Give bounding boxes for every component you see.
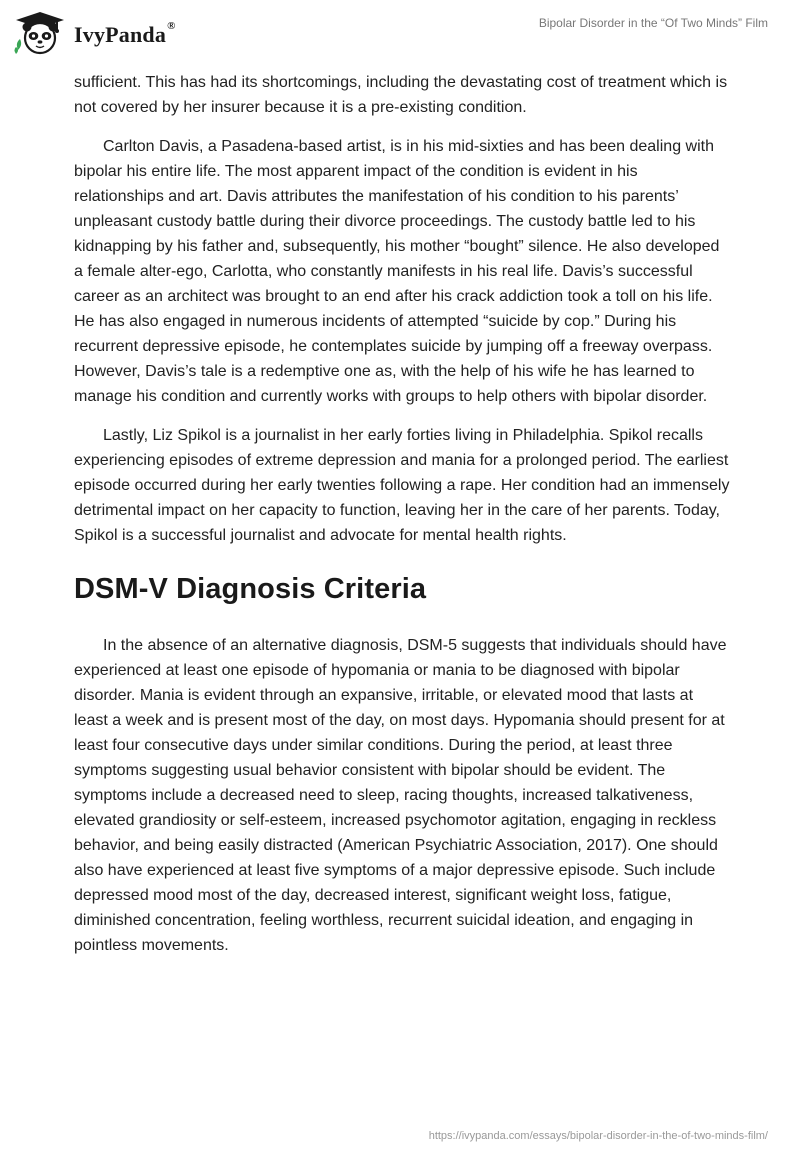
brand-name: IvyPanda: [74, 22, 167, 47]
ivypanda-logo[interactable]: [12, 10, 176, 56]
essay-body: [74, 70, 730, 972]
paragraph-liz-spikol: Lastly, Liz Spikol is a journalist in her early forties living in Philadelphia. Spikol recalls experiencing episodes of extreme depression and mania for a prolonged period. The earliest episode occurred during her early twenties following a rape. Her condition had an immensely detrimental impact on her capacity to function, leaving her in the care of her parents. Today, Spikol is a successful journalist and advocate for mental health rights.: [74, 427, 730, 544]
trademark-symbol: ®: [167, 20, 176, 32]
paragraph-dsm-criteria: In the absence of an alternative diagnosis, DSM-5 suggests that individuals should have experienced at least one episode of hypomania or mania to be diagnosed with bipolar disorder. Mania is evident through an expansive, irritable, or elevated mood that lasts at least a week and is present most of the day, on most days. Hypomania should present for at least four consecutive days under similar conditions. During the period, at least three symptoms suggesting usual behavior consistent with bipolar should be evident. The symptoms include a decreased need to sleep, racing thoughts, increased talkativeness, elevated grandiosity or self-esteem, increased psychomotor agitation, engaging in reckless behavior, and being easily distracted (American Psychiatric Association, 2017). One should also have experienced at least five symptoms of a major depressive episode. Such include depressed mood most of the day, decreased interest, significant weight loss, fatigue, diminished concentration, feeling worthless, recurrent suicidal ideation, and engaging in pointless movements.: [74, 637, 727, 954]
source-url[interactable]: https://ivypanda.com/essays/bipolar-disorder-in-the-of-two-minds-film/: [428, 1130, 768, 1142]
document-title: Bipolar Disorder in the “Of Two Minds” Film: [538, 16, 768, 30]
panda-graduate-icon: [12, 10, 68, 56]
page-header: [0, 0, 800, 64]
paragraph-carlton-davis: Carlton Davis, a Pasadena-based artist, is in his mid-sixties and has been dealing with bipolar his entire life. The most apparent impact of the condition is evident in his relationships and art. Davis attributes the manifestation of his condition to his parents’ unpleasant custody battle during their divorce proceedings. The custody battle led to his kidnapping by his father and, subsequently, his mother “bought” silence. He also developed a female alter-ego, Carlotta, who constantly manifests in his real life. Davis’s successful career as an architect was brought to an end after his crack addiction took a toll on his life. He has also engaged in numerous incidents of attempted “suicide by cop.” During his recurrent depressive episode, he contemplates suicide by jumping off a freeway overpass. However, Davis’s tale is a redemptive one as, with the help of his wife he has learned to manage his condition and currently works with groups to help others with bipolar disorder.: [74, 138, 720, 405]
logo-wordmark: [74, 22, 176, 48]
paragraph-continuation: sufficient. This has had its shortcomings, including the devastating cost of treatment which is not covered by her insurer because it is a pre-existing condition.: [74, 74, 728, 116]
section-heading: DSM-V Diagnosis Criteria: [74, 573, 427, 605]
